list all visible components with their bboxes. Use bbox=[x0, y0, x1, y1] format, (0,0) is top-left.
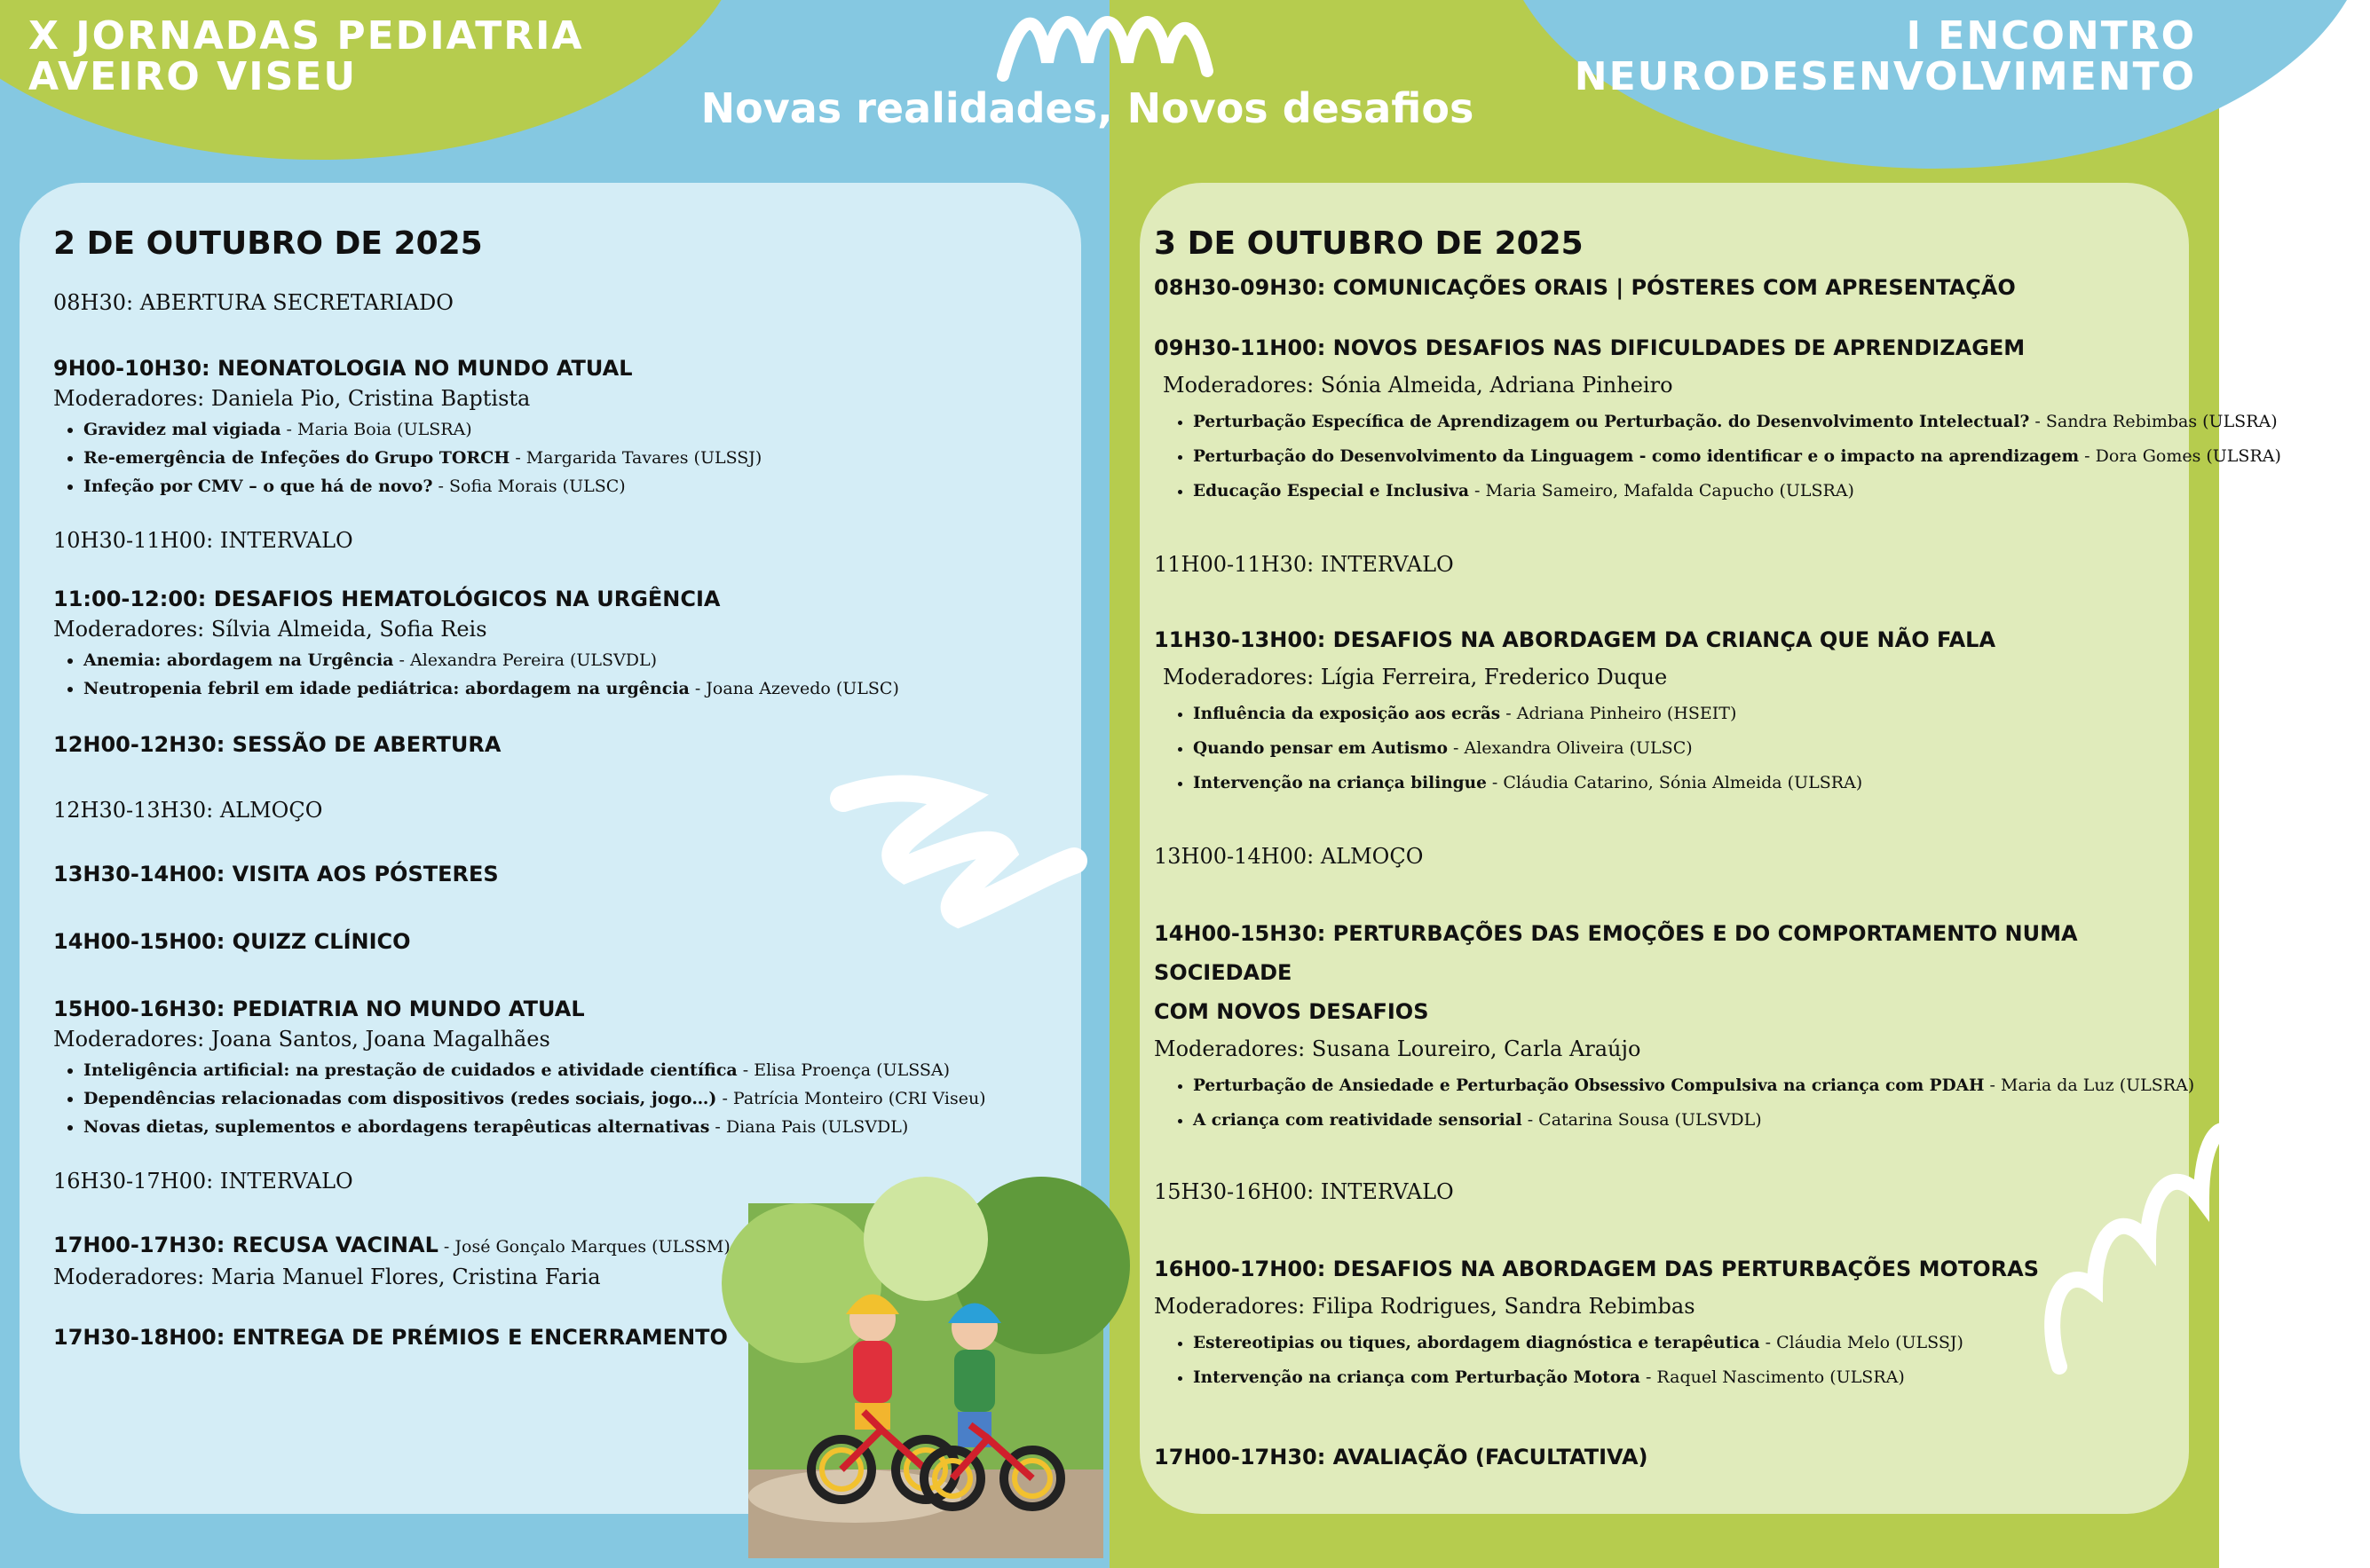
session-title-line2: COM NOVOS DESAFIOS bbox=[1154, 999, 1429, 1024]
session-title: 14H00-15H00: QUIZZ CLÍNICO bbox=[53, 929, 411, 954]
session-title: 11H30-13H00: DESAFIOS NA ABORDAGEM DA CRIANÇA QUE NÃO FALA bbox=[1154, 627, 1996, 652]
session-title: 11:00-12:00: DESAFIOS HEMATOLÓGICOS NA URGÊNCIA bbox=[53, 587, 721, 611]
moderators: Moderadores: Lígia Ferreira, Frederico Duque bbox=[1163, 665, 1668, 689]
schedule-plain-item: 12H30-13H30: ALMOÇO bbox=[53, 798, 323, 823]
moderators: Moderadores: Sónia Almeida, Adriana Pinheiro bbox=[1163, 373, 1673, 398]
photo-illustration-icon bbox=[748, 1203, 1103, 1558]
list-item: • Perturbação do Desenvolvimento da Linguagem - como identificar e o impacto na aprendizagem - Dora Gomes (ULSRA) bbox=[1193, 439, 2189, 474]
talk-list bbox=[53, 1056, 1047, 1141]
list-item: • Intervenção na criança bilingue - Cláudia Catarino, Sónia Almeida (ULSRA) bbox=[1193, 766, 2189, 800]
list-item: • Anemia: abordagem na Urgência - Alexandra Pereira (ULSVDL) bbox=[83, 646, 1047, 674]
children-bikes-photo bbox=[748, 1203, 1103, 1558]
title-left-line2: AVEIRO VISEU bbox=[28, 54, 358, 99]
talk-list bbox=[53, 415, 1047, 500]
session-title: 08H30-09H30: COMUNICAÇÕES ORAIS | PÓSTERES COM APRESENTAÇÃO bbox=[1154, 275, 2016, 300]
list-item: • Re-emergência de Infeções do Grupo TORCH - Margarida Tavares (ULSSJ) bbox=[83, 444, 1047, 472]
session-title: 12H00-12H30: SESSÃO DE ABERTURA bbox=[53, 732, 502, 757]
talk-list bbox=[1154, 1068, 2195, 1138]
talk-list bbox=[1154, 697, 2189, 800]
list-item: • Influência da exposição aos ecrãs - Adriana Pinheiro (HSEIT) bbox=[1193, 697, 2189, 731]
schedule-plain-item: 11H00-11H30: INTERVALO bbox=[1154, 552, 1454, 577]
schedule-plain-item: 10H30-11H00: INTERVALO bbox=[53, 528, 353, 553]
schedule-plain-item: 13H00-14H00: ALMOÇO bbox=[1154, 844, 1424, 869]
squiggle-decoration-icon bbox=[2042, 1100, 2237, 1384]
list-item: • Dependências relacionadas com dispositivos (redes sociais, jogo…) - Patrícia Monteiro (CRI Viseu) bbox=[83, 1084, 1047, 1113]
schedule-plain-item: 08H30: ABERTURA SECRETARIADO bbox=[53, 290, 454, 315]
session-title-text: 17H00-17H30: RECUSA VACINAL bbox=[53, 1233, 438, 1257]
list-item: • A criança com reatividade sensorial - Catarina Sousa (ULSVDL) bbox=[1193, 1103, 2189, 1138]
moderators: Moderadores: Filipa Rodrigues, Sandra Rebimbas bbox=[1154, 1294, 1695, 1319]
list-item: • Intervenção na criança com Perturbação Motora - Raquel Nascimento (ULSRA) bbox=[1193, 1360, 2189, 1395]
list-item: • Inteligência artificial: na prestação de cuidados e atividade científica - Elisa Proença (ULSSA) bbox=[83, 1056, 1047, 1084]
session-title: 9H00-10H30: NEONATOLOGIA NO MUNDO ATUAL bbox=[53, 356, 633, 381]
session-title bbox=[1154, 914, 2189, 1031]
session-title: 15H00-16H30: PEDIATRIA NO MUNDO ATUAL bbox=[53, 997, 585, 1021]
list-item: • Estereotipias ou tiques, abordagem diagnóstica e terapêutica - Cláudia Melo (ULSSJ) bbox=[1193, 1326, 2189, 1360]
list-item: • Quando pensar em Autismo - Alexandra Oliveira (ULSC) bbox=[1193, 731, 2189, 766]
moderators: Moderadores: Susana Loureiro, Carla Araújo bbox=[1154, 1036, 1641, 1061]
tagline: Novas realidades, Novos desafios bbox=[700, 84, 1474, 132]
list-item: • Perturbação de Ansiedade e Perturbação Obsessivo Compulsiva na criança com PDAH - Maria da Luz (ULSRA) bbox=[1193, 1068, 2189, 1103]
list-item: • Perturbação Específica de Aprendizagem ou Perturbação. do Desenvolvimento Intelectual? - Sandra Rebimbas (ULSRA) bbox=[1193, 405, 2189, 439]
squiggle-decoration-icon bbox=[994, 0, 1216, 89]
list-item: • Infeção por CMV – o que há de novo? - Sofia Morais (ULSC) bbox=[83, 472, 1047, 500]
day2-panel bbox=[1140, 183, 2281, 1514]
talk-list bbox=[1154, 405, 2281, 508]
moderators: Moderadores: Joana Santos, Joana Magalhães bbox=[53, 1027, 550, 1052]
list-item: • Novas dietas, suplementos e abordagens terapêuticas alternativas - Diana Pais (ULSVDL) bbox=[83, 1113, 1047, 1141]
talk-list bbox=[53, 646, 1047, 703]
day1-title: 2 DE OUTUBRO DE 2025 bbox=[53, 225, 483, 262]
session-title: 16H00-17H00: DESAFIOS NA ABORDAGEM DAS PERTURBAÇÕES MOTORAS bbox=[1154, 1257, 2039, 1281]
session-title: 17H30-18H00: ENTREGA DE PRÉMIOS E ENCERRAMENTO bbox=[53, 1325, 728, 1350]
list-item: • Neutropenia febril em idade pediátrica: abordagem na urgência - Joana Azevedo (ULSC) bbox=[83, 674, 1047, 703]
moderators: Moderadores: Sílvia Almeida, Sofia Reis bbox=[53, 617, 487, 642]
talk-list bbox=[1154, 1326, 2189, 1395]
moderators: Moderadores: Daniela Pio, Cristina Baptista bbox=[53, 386, 531, 411]
moderators: Moderadores: Maria Manuel Flores, Cristina Faria bbox=[53, 1265, 601, 1289]
brush-stroke-icon bbox=[826, 772, 1092, 932]
title-right-line2: NEURODESENVOLVIMENTO bbox=[1574, 54, 2196, 99]
session-title: 13H30-14H00: VISITA AOS PÓSTERES bbox=[53, 862, 499, 886]
list-item: • Gravidez mal vigiada - Maria Boia (ULSRA) bbox=[83, 415, 1047, 444]
day2-title: 3 DE OUTUBRO DE 2025 bbox=[1154, 225, 1584, 262]
session-title: 17H00-17H30: AVALIAÇÃO (FACULTATIVA) bbox=[1154, 1445, 1648, 1470]
session-title: 09H30-11H00: NOVOS DESAFIOS NAS DIFICULDADES DE APRENDIZAGEM bbox=[1154, 335, 2026, 360]
session-title-line1: 14H00-15H30: PERTURBAÇÕES DAS EMOÇÕES E DO COMPORTAMENTO NUMA SOCIEDADE bbox=[1154, 921, 2078, 985]
title-right-line1: I ENCONTRO bbox=[1906, 13, 2196, 59]
title-left-line1: X JORNADAS PEDIATRIA bbox=[28, 13, 584, 59]
schedule-plain-item: 16H30-17H00: INTERVALO bbox=[53, 1169, 353, 1194]
list-item: • Educação Especial e Inclusiva - Maria Sameiro, Mafalda Capucho (ULSRA) bbox=[1193, 474, 2189, 508]
schedule-plain-item: 15H30-16H00: INTERVALO bbox=[1154, 1179, 1454, 1204]
session-speaker: - José Gonçalo Marques (ULSSM) bbox=[438, 1237, 731, 1257]
